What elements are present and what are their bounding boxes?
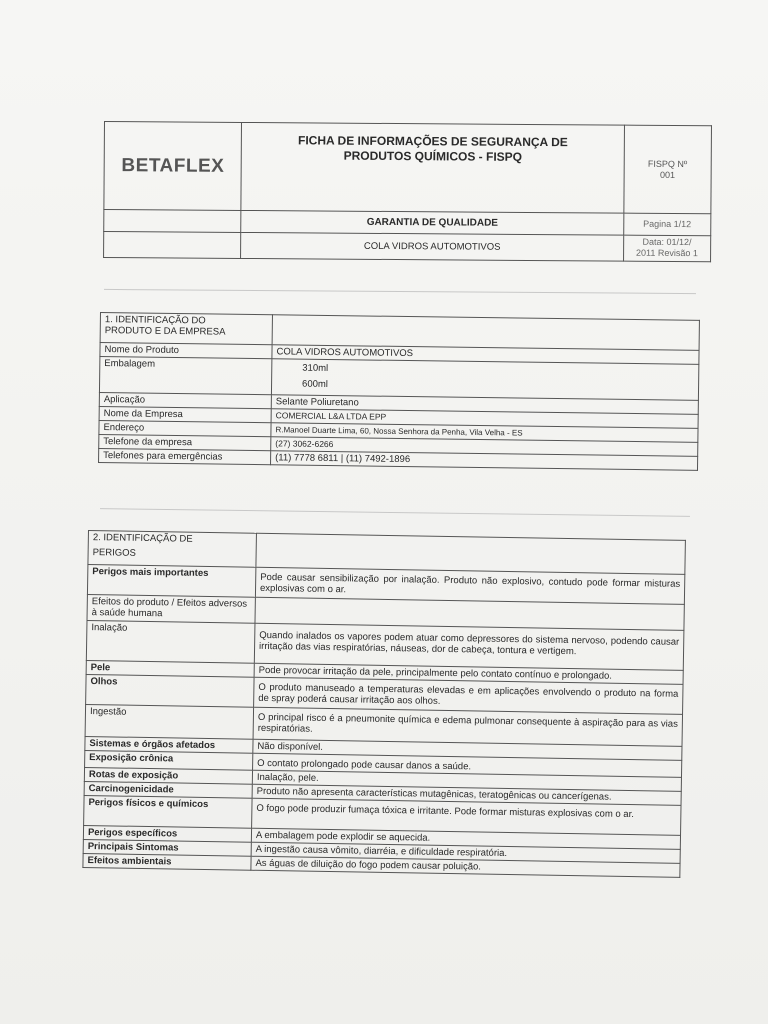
row-label: Inalação xyxy=(86,620,255,663)
packaging-values xyxy=(271,359,698,401)
fispq-number-cell xyxy=(624,125,712,214)
fispq-number: 001 xyxy=(659,169,676,180)
row-label: Perigos mais importantes xyxy=(87,565,255,598)
row-label: Nome do Produto xyxy=(100,343,272,359)
row-label: Ingestão xyxy=(85,704,254,739)
empty-cell xyxy=(104,210,242,233)
row-value: Produto não apresenta características mutagênicas, teratogênicas ou cancerígenas. xyxy=(252,784,681,805)
section-1-heading xyxy=(100,313,272,345)
section-product-identification xyxy=(98,312,700,471)
row-value: Pode provocar irritação da pele, principalmente pelo contato contínuo e prolongado. xyxy=(254,663,683,684)
row-value: As águas de diluição do fogo podem causar poluição. xyxy=(251,856,680,877)
title-line-1: FICHA DE INFORMAÇÕES DE SEGURANÇA DE xyxy=(297,133,568,150)
section-2-heading xyxy=(88,531,257,568)
row-label: Rotas de exposição xyxy=(84,767,252,784)
row-label: Nome da Empresa xyxy=(99,406,271,422)
row-label: Exposição crônica xyxy=(85,750,253,770)
row-value: Pode causar sensibilização por inalação. Produto não explosivo, contudo pode formar misturas explosivas com o ar. xyxy=(255,567,684,604)
row-label: Principais Sintomas xyxy=(83,839,251,856)
title-line-2: PRODUTOS QUÍMICOS - FISPQ xyxy=(343,148,523,164)
fispq-label: FISPQ Nº xyxy=(647,158,688,169)
row-label: Perigos físicos e químicos xyxy=(84,795,252,828)
product-name-header: COLA VIDROS AUTOMOTIVOS xyxy=(241,232,623,261)
row-label: Embalagem xyxy=(99,357,271,395)
row-value: R.Manoel Duarte Lima, 60, Nossa Senhora da Penha, Vila Velha - ES xyxy=(271,423,698,443)
row-value: O produto manuseado a temperaturas elevadas e em aplicações envolvendo o produto na forma de spray poderá causar irritação aos olhos. xyxy=(254,677,683,714)
document-title xyxy=(241,122,624,213)
divider xyxy=(104,289,696,294)
section-hazard-identification xyxy=(82,530,686,878)
date-line-1: Data: 01/12/ xyxy=(642,236,692,248)
empty-cell xyxy=(104,232,242,259)
page-number: Pagina 1/12 xyxy=(623,213,710,236)
row-label: Endereço xyxy=(99,420,271,436)
row-value: O principal risco é a pneumonite química e edema pulmonar consequente à aspiração para as vias respiratórias. xyxy=(253,707,682,746)
row-value: 600ml xyxy=(302,378,329,390)
document-header xyxy=(103,121,712,262)
section-2-heading-line-1: 2. IDENTIFICAÇÃO DE xyxy=(92,532,193,545)
row-value: (11) 7778 6811 | (11) 7492-1896 xyxy=(271,451,698,471)
company-logo-text: BETAFLEX xyxy=(104,122,242,211)
row-value: O fogo pode produzir fumaça tóxica e irritante. Pode formar misturas explosivas com o ar. xyxy=(252,798,681,835)
row-value: COMERCIAL L&A LTDA EPP xyxy=(271,409,698,429)
row-label: Pele xyxy=(86,660,254,677)
divider xyxy=(100,508,690,517)
row-label: Efeitos ambientais xyxy=(83,853,251,870)
row-label: Aplicação xyxy=(99,392,271,408)
section-1-heading-line-2: PRODUTO E DA EMPRESA xyxy=(104,325,226,338)
row-value: Não disponível. xyxy=(253,739,682,760)
section-2-heading-line-2: PERIGOS xyxy=(92,547,137,559)
row-value: Selante Poliuretano xyxy=(271,395,698,415)
row-label: Sistemas e órgãos afetados xyxy=(85,736,253,753)
row-value: Quando inalados os vapores podem atuar como depressores do sistema nervoso, podendo causar irritação das vias respiratórias, náuseas, dor de cabeça, tontura e vertigem. xyxy=(254,623,684,670)
row-label: Carcinogenicidade xyxy=(84,781,252,798)
row-label: Efeitos do produto / Efeitos adversos à saúde humana xyxy=(87,594,255,623)
row-value: COLA VIDROS AUTOMOTIVOS xyxy=(272,345,699,365)
row-value: O contato prolongado pode causar danos a saúde. xyxy=(253,753,682,777)
row-value: (27) 3062-6266 xyxy=(271,437,698,457)
row-label: Perigos específicos xyxy=(83,825,251,842)
row-label: Telefone da empresa xyxy=(99,434,271,450)
quality-label: GARANTIA DE QUALIDADE xyxy=(241,210,623,235)
section-1-heading-line-1: 1. IDENTIFICAÇÃO DO xyxy=(104,314,206,327)
row-value: A ingestão causa vômito, diarréia, e dificuldade respiratória. xyxy=(251,842,680,863)
row-value: 310ml xyxy=(302,362,329,374)
row-label: Telefones para emergências xyxy=(99,448,271,464)
row-value: Inalação, pele. xyxy=(252,770,681,791)
row-label: Olhos xyxy=(86,674,254,707)
revision-date xyxy=(623,235,710,262)
row-value: A embalagem pode explodir se aquecida. xyxy=(251,828,680,849)
date-line-2: 2011 Revisão 1 xyxy=(635,247,698,259)
